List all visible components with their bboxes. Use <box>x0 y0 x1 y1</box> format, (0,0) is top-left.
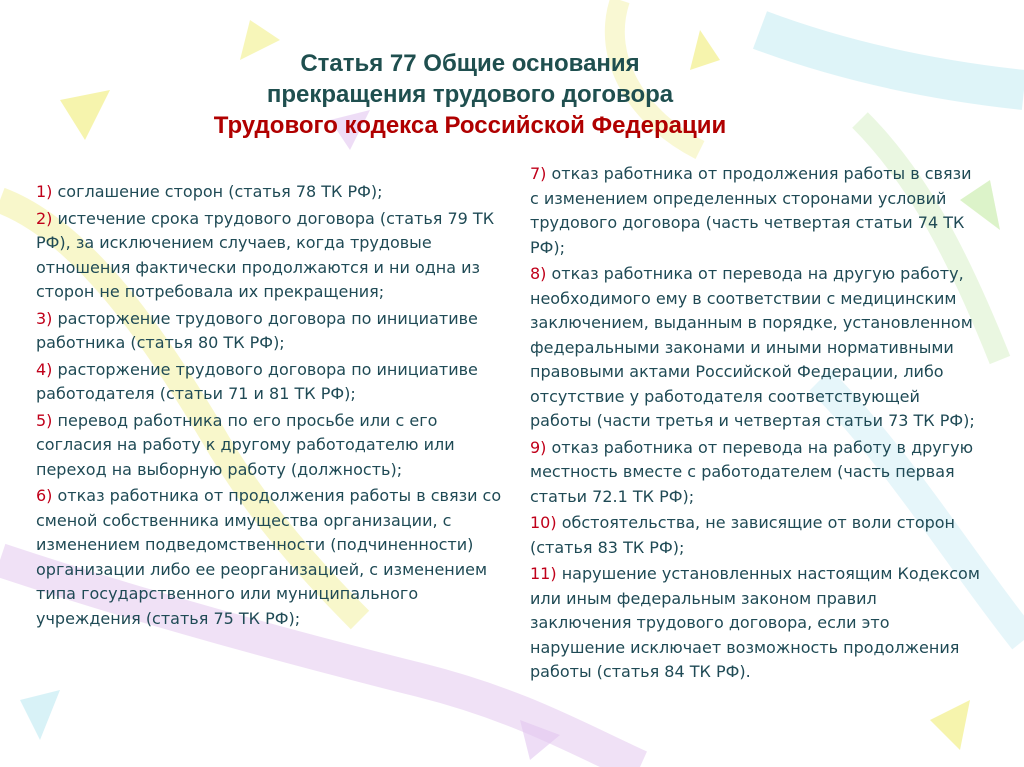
list-item <box>36 307 506 356</box>
item-text: отказ работника от продолжения работы в связи с изменением определенных сторонами условий трудового договора (часть четвертая статьи 74 ТК РФ); <box>530 164 972 257</box>
item-number: 2) <box>36 208 53 228</box>
item-text: истечение срока трудового договора (статья 79 ТК РФ), за исключением случаев, когда трудовые отношения фактически продолжаются и ни одна из сторон не потребовала их прекращения; <box>36 208 495 301</box>
confetti-yellow-4 <box>930 700 970 750</box>
slide-title <box>100 48 840 141</box>
list-item <box>530 262 980 434</box>
list-item <box>36 358 506 407</box>
list-item <box>36 180 506 205</box>
item-number: 11) <box>530 564 557 583</box>
right-column <box>530 162 980 687</box>
item-number: 1) <box>36 182 53 201</box>
title-line-3: Трудового кодекса Российской Федерации <box>213 112 727 139</box>
list-item <box>36 409 506 483</box>
item-text: отказ работника от перевода на другую работу, необходимого ему в соответствии с медицинским заключением, выданным в порядке, установленном федеральными законами и иными нормативными правовыми актами Российской Федерации, либо отсутствие у работодателя соответствующей работы (части третья и четвертая статьи 73 ТК РФ); <box>530 264 975 430</box>
item-text: обстоятельства, не зависящие от воли сторон (статья 83 ТК РФ); <box>530 513 956 557</box>
title-line-2: прекращения трудового договора <box>266 81 674 108</box>
item-number: 9) <box>530 437 547 457</box>
item-number: 3) <box>36 308 53 328</box>
item-text: расторжение трудового договора по инициативе работодателя (статьи 71 и 81 ТК РФ); <box>36 359 478 403</box>
item-number: 8) <box>530 264 547 283</box>
title-line-1: Статья 77 Общие основания <box>300 50 640 77</box>
list-item <box>36 484 506 631</box>
confetti-cyan-1 <box>20 690 60 740</box>
item-text: расторжение трудового договора по инициативе работника (статья 80 ТК РФ); <box>36 308 478 352</box>
item-text: отказ работника от продолжения работы в связи со сменой собственника имущества организации, с изменением подведомственности (подчиненности) организации либо ее реорганизацией, с изменением типа государственного или муниципального учреждения (статья 75 ТК РФ); <box>36 486 502 628</box>
list-item <box>36 207 506 305</box>
item-number: 5) <box>36 410 53 430</box>
item-text: нарушение установленных настоящим Кодексом или иным федеральным законом правил заключения трудового договора, если это нарушение исключает возможность продолжения работы (статья 84 ТК РФ). <box>530 564 980 681</box>
item-text: соглашение сторон (статья 78 ТК РФ); <box>52 182 383 201</box>
list-item <box>530 511 980 560</box>
item-number: 4) <box>36 359 53 379</box>
item-text: перевод работника по его просьбе или с его согласия на работу к другому работодателю или переход на выборную работу (должность); <box>36 410 455 479</box>
list-item <box>530 562 980 685</box>
item-number: 10) <box>530 513 557 532</box>
left-column <box>36 180 506 633</box>
list-item <box>530 436 980 510</box>
item-number: 6) <box>36 486 53 505</box>
item-text: отказ работника от перевода на работу в другую местность вместе с работодателем (часть первая статьи 72.1 ТК РФ); <box>530 437 974 506</box>
item-number: 7) <box>530 164 547 183</box>
list-item <box>530 162 980 260</box>
